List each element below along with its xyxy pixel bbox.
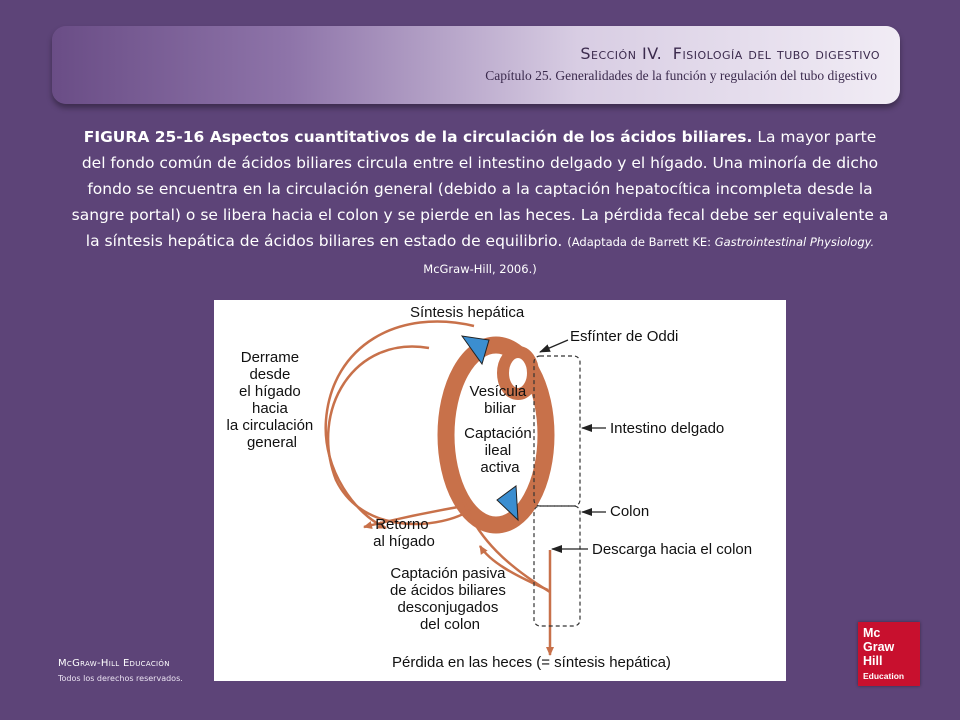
chapter-heading: Capítulo 25. Generalidades de la función y regulación del tubo digestivo — [485, 68, 877, 83]
label-vesicula: Vesícula biliar — [469, 383, 527, 417]
logo-line-1: Mc — [863, 626, 881, 640]
figure-title: FIGURA 25-16 Aspectos cuantitativos de la circulación de los ácidos biliares. — [83, 128, 753, 146]
mcgraw-hill-logo — [858, 622, 920, 686]
label-descarga: Descarga hacia el colon — [592, 541, 753, 558]
header-band — [52, 26, 900, 104]
label-pasiva: Captación pasiva de ácidos biliares desconjugados del colon — [389, 565, 506, 633]
label-esfinter: Esfínter de Oddi — [570, 328, 679, 345]
colon-box — [534, 506, 580, 626]
rights-notice: Todos los derechos reservados. — [58, 674, 183, 683]
figure-caption — [70, 124, 890, 282]
logo-line-4: Education — [863, 671, 905, 681]
label-retorno: Retorno al hígado — [373, 516, 435, 550]
oddi-pointer — [540, 340, 568, 352]
section-number: Sección IV. — [580, 44, 663, 63]
caption-body: La mayor parte del fondo común de ácidos biliares circula entre el intestino delgado y el hígado. Una minoría de dicho fondo se encuentra en la circulación general (debido a la captación hepatocítica incompleta desde la sangre portal) o se libera hacia el colon y se pierde en las heces. La pérdida fecal debe ser equivalente a la síntesis hepática de ácidos biliares en estado de equilibrio. — [71, 128, 889, 250]
label-captacion-ileal: Captación ileal activa — [464, 425, 532, 476]
diagram-svg — [214, 300, 786, 681]
source-book: Gastrointestinal Physiology. — [714, 235, 875, 249]
section-heading — [580, 44, 880, 63]
label-derrame: Derrame desde el hígado hacia la circulación general — [226, 349, 314, 451]
logo-line-3: Hill — [863, 654, 883, 668]
label-colon: Colon — [610, 503, 650, 520]
label-perdida: Pérdida en las heces (= síntesis hepática) — [392, 654, 671, 671]
source-suffix: McGraw-Hill, 2006.) — [423, 262, 537, 276]
publisher-name: McGraw-Hill Educación — [58, 658, 170, 669]
label-intestino: Intestino delgado — [610, 420, 725, 437]
label-sintesis: Síntesis hepática — [410, 304, 525, 321]
bile-acid-circulation-figure — [214, 300, 786, 681]
logo-line-2: Graw — [863, 640, 895, 654]
section-title: Fisiología del tubo digestivo — [672, 44, 880, 63]
source-prefix: (Adaptada de Barrett KE: — [567, 235, 712, 249]
